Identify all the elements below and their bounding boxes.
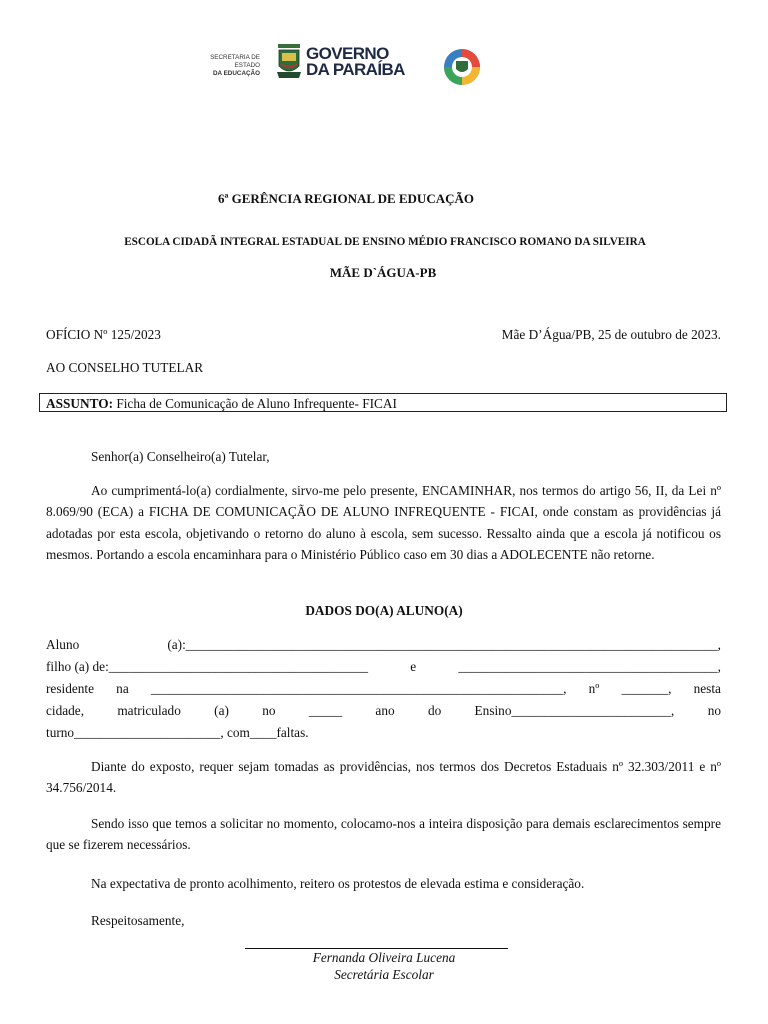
subject-label: ASSUNTO:	[46, 396, 113, 411]
education-seal-icon	[442, 47, 482, 87]
secretaria-logo: SECRETARIA DE ESTADO DA EDUCAÇÃO	[210, 54, 260, 77]
governo-paraiba-logo: GOVERNO DA PARAÍBA	[306, 44, 405, 79]
paragraph-4: Na expectativa de pronto acolhimento, reitero os protestos de elevada estima e consideração.	[91, 876, 585, 891]
address-line: residente na ______________________________________________________________, nº _______, nesta	[46, 681, 721, 696]
parents-line: filho (a) de:_______________________________________ e _______________________________________,	[46, 659, 721, 674]
oficio-number: OFÍCIO Nº 125/2023	[46, 327, 161, 342]
signer-name: Fernanda Oliveira Lucena	[312, 950, 456, 965]
student-name-line: Aluno (a):________________________________________________________________________________,	[46, 637, 721, 652]
place-date: Mãe D’Água/PB, 25 de outubro de 2023.	[501, 327, 721, 342]
paragraph-3: Sendo isso que temos a solicitar no momento, colocamo-nos a inteira disposição para demais esclarecimentos sempre que se fizerem necessários.	[46, 816, 721, 853]
student-data-form	[46, 634, 721, 744]
gerencia-title: 6ª GERÊNCIA REGIONAL DE EDUCAÇÃO	[218, 191, 474, 206]
school-name: ESCOLA CIDADÃ INTEGRAL ESTADUAL DE ENSINO MÉDIO FRANCISCO ROMANO DA SILVEIRA	[124, 236, 646, 248]
paraiba-crest-icon	[277, 42, 301, 80]
closing: Respeitosamente,	[91, 913, 185, 928]
paragraph-1: Ao cumprimentá-lo(a) cordialmente, sirvo-me pelo presente, ENCAMINHAR, nos termos do artigo 56, II, da Lei nº 8.069/90 (ECA) a FICHA DE COMUNICAÇÃO DE ALUNO INFREQUENTE - FICAI, onde constam as providências já adotadas por esta escola, objetivando o retorno do aluno à escola, sem sucesso. Ressalto ainda que a escola já notificou os mesmos. Portando a escola encaminhara para o Ministério Público caso em 30 dias a ADOLECENTE não retorne.	[46, 483, 721, 562]
salutation: Senhor(a) Conselheiro(a) Tutelar,	[91, 449, 270, 464]
student-data-title: DADOS DO(A) ALUNO(A)	[305, 603, 463, 618]
signer-role: Secretária Escolar	[334, 967, 434, 982]
paragraph-2: Diante do exposto, requer sejam tomadas as providências, nos termos dos Decretos Estaduais nº 32.303/2011 e nº 34.756/2014.	[46, 759, 721, 796]
signature-line	[245, 948, 508, 949]
header-logos	[184, 40, 484, 90]
recipient: AO CONSELHO TUTELAR	[46, 360, 204, 375]
shift-absences-line: turno______________________, com____faltas.	[46, 725, 309, 740]
enrollment-line: cidade, matriculado (a) no _____ ano do Ensino________________________, no	[46, 703, 721, 718]
subject-text: Ficha de Comunicação de Aluno Infrequente- FICAI	[116, 396, 397, 411]
city-title: MÃE D`ÁGUA-PB	[329, 265, 437, 280]
subject-box	[39, 393, 727, 412]
